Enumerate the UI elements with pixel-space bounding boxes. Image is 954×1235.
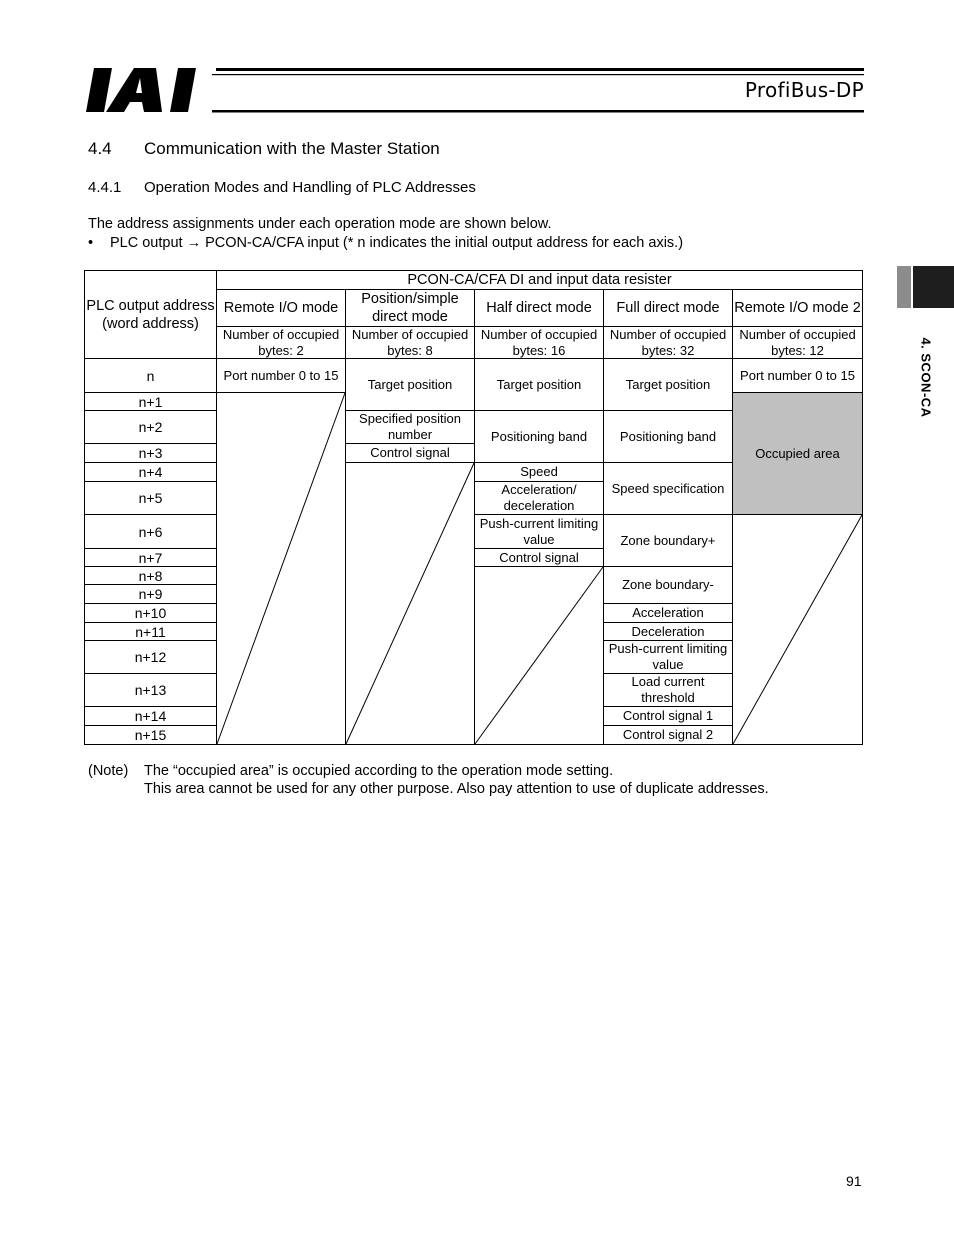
row-label: n+13 xyxy=(84,673,217,707)
row-label: n+2 xyxy=(84,410,217,444)
side-tab-black xyxy=(913,266,954,308)
corner-header: PLC output address (word address) xyxy=(84,270,217,359)
row-label: n+10 xyxy=(84,603,217,623)
top-header: PCON-CA/CFA DI and input data resister xyxy=(216,270,863,290)
mode-remote-io-2: Remote I/O mode 2 xyxy=(732,289,863,327)
intro-text: The address assignments under each operation mode are shown below. xyxy=(88,216,552,232)
bullet-symbol: • xyxy=(88,235,94,251)
full-positioning-band: Positioning band xyxy=(603,410,733,463)
full-acceleration: Acceleration xyxy=(603,603,733,623)
row-label: n+1 xyxy=(84,392,217,411)
remote-io2-unused xyxy=(732,514,863,745)
row-label: n+9 xyxy=(84,584,217,604)
row-label: n+3 xyxy=(84,443,217,463)
side-tab-gray xyxy=(897,266,911,308)
row-label: n+4 xyxy=(84,462,217,482)
full-zone-plus: Zone boundary+ xyxy=(603,514,733,567)
row-label: n+8 xyxy=(84,566,217,585)
bullet-text: PLC output → PCON-CA/CFA input (* n indicates the initial output address for each axis.) xyxy=(110,235,684,251)
half-push-current: Push-current limiting value xyxy=(474,514,604,549)
mode-half-direct: Half direct mode xyxy=(474,289,604,327)
subsection-title: Operation Modes and Handling of PLC Addresses xyxy=(144,179,476,196)
pos-unused xyxy=(345,462,475,745)
pos-target-position: Target position xyxy=(345,358,475,411)
note-text-2: This area cannot be used for any other purpose. Also pay attention to use of duplicate addresses. xyxy=(144,781,769,797)
occupied-area: Occupied area xyxy=(732,392,863,515)
half-positioning-band: Positioning band xyxy=(474,410,604,463)
full-deceleration: Deceleration xyxy=(603,622,733,641)
half-unused xyxy=(474,566,604,745)
note-label: (Note) xyxy=(88,763,129,779)
row-label: n+12 xyxy=(84,640,217,674)
product-name: ProfiBus-DP xyxy=(744,78,864,102)
mode-remote-io: Remote I/O mode xyxy=(216,289,346,327)
subsection-heading xyxy=(88,179,476,196)
row-label: n+14 xyxy=(84,706,217,726)
bytes-remote-io-2: Number of occupied bytes: 12 xyxy=(732,326,863,359)
row-label: n+5 xyxy=(84,481,217,515)
remote-io-unused xyxy=(216,392,346,745)
full-control-signal-1: Control signal 1 xyxy=(603,706,733,726)
bullet-item xyxy=(88,235,683,251)
half-acceleration: Acceleration/ deceleration xyxy=(474,481,604,515)
section-heading xyxy=(88,139,440,159)
full-push-current: Push-current limiting value xyxy=(603,640,733,674)
page-number: 91 xyxy=(846,1173,862,1189)
row-label: n+6 xyxy=(84,514,217,549)
half-speed: Speed xyxy=(474,462,604,482)
section-title: Communication with the Master Station xyxy=(144,139,440,158)
iai-logo xyxy=(86,66,216,114)
side-tab-label: 4. SCON-CA xyxy=(918,337,934,418)
bytes-full-direct: Number of occupied bytes: 32 xyxy=(603,326,733,359)
bytes-half-direct: Number of occupied bytes: 16 xyxy=(474,326,604,359)
note-line-1 xyxy=(88,763,613,779)
full-load-current: Load current threshold xyxy=(603,673,733,707)
mode-position-simple: Position/simple direct mode xyxy=(345,289,475,327)
address-table xyxy=(84,270,863,745)
remote-io-port: Port number 0 to 15 xyxy=(216,358,346,393)
mode-full-direct: Full direct mode xyxy=(603,289,733,327)
subsection-number: 4.4.1 xyxy=(88,179,122,196)
row-label: n+15 xyxy=(84,725,217,745)
full-control-signal-2: Control signal 2 xyxy=(603,725,733,745)
full-speed-spec: Speed specification xyxy=(603,462,733,515)
row-label: n+11 xyxy=(84,622,217,641)
full-zone-minus: Zone boundary- xyxy=(603,566,733,604)
pos-control-signal: Control signal xyxy=(345,443,475,463)
bytes-remote-io: Number of occupied bytes: 2 xyxy=(216,326,346,359)
full-target-position: Target position xyxy=(603,358,733,411)
half-control-signal: Control signal xyxy=(474,548,604,567)
pos-specified-number: Specified position number xyxy=(345,410,475,444)
remote-io2-port: Port number 0 to 15 xyxy=(732,358,863,393)
bytes-position-simple: Number of occupied bytes: 8 xyxy=(345,326,475,359)
note-text-1: The “occupied area” is occupied according to the operation mode setting. xyxy=(144,763,614,779)
row-label: n+7 xyxy=(84,548,217,567)
section-number: 4.4 xyxy=(88,139,112,158)
half-target-position: Target position xyxy=(474,358,604,411)
row-label: n xyxy=(84,358,217,393)
